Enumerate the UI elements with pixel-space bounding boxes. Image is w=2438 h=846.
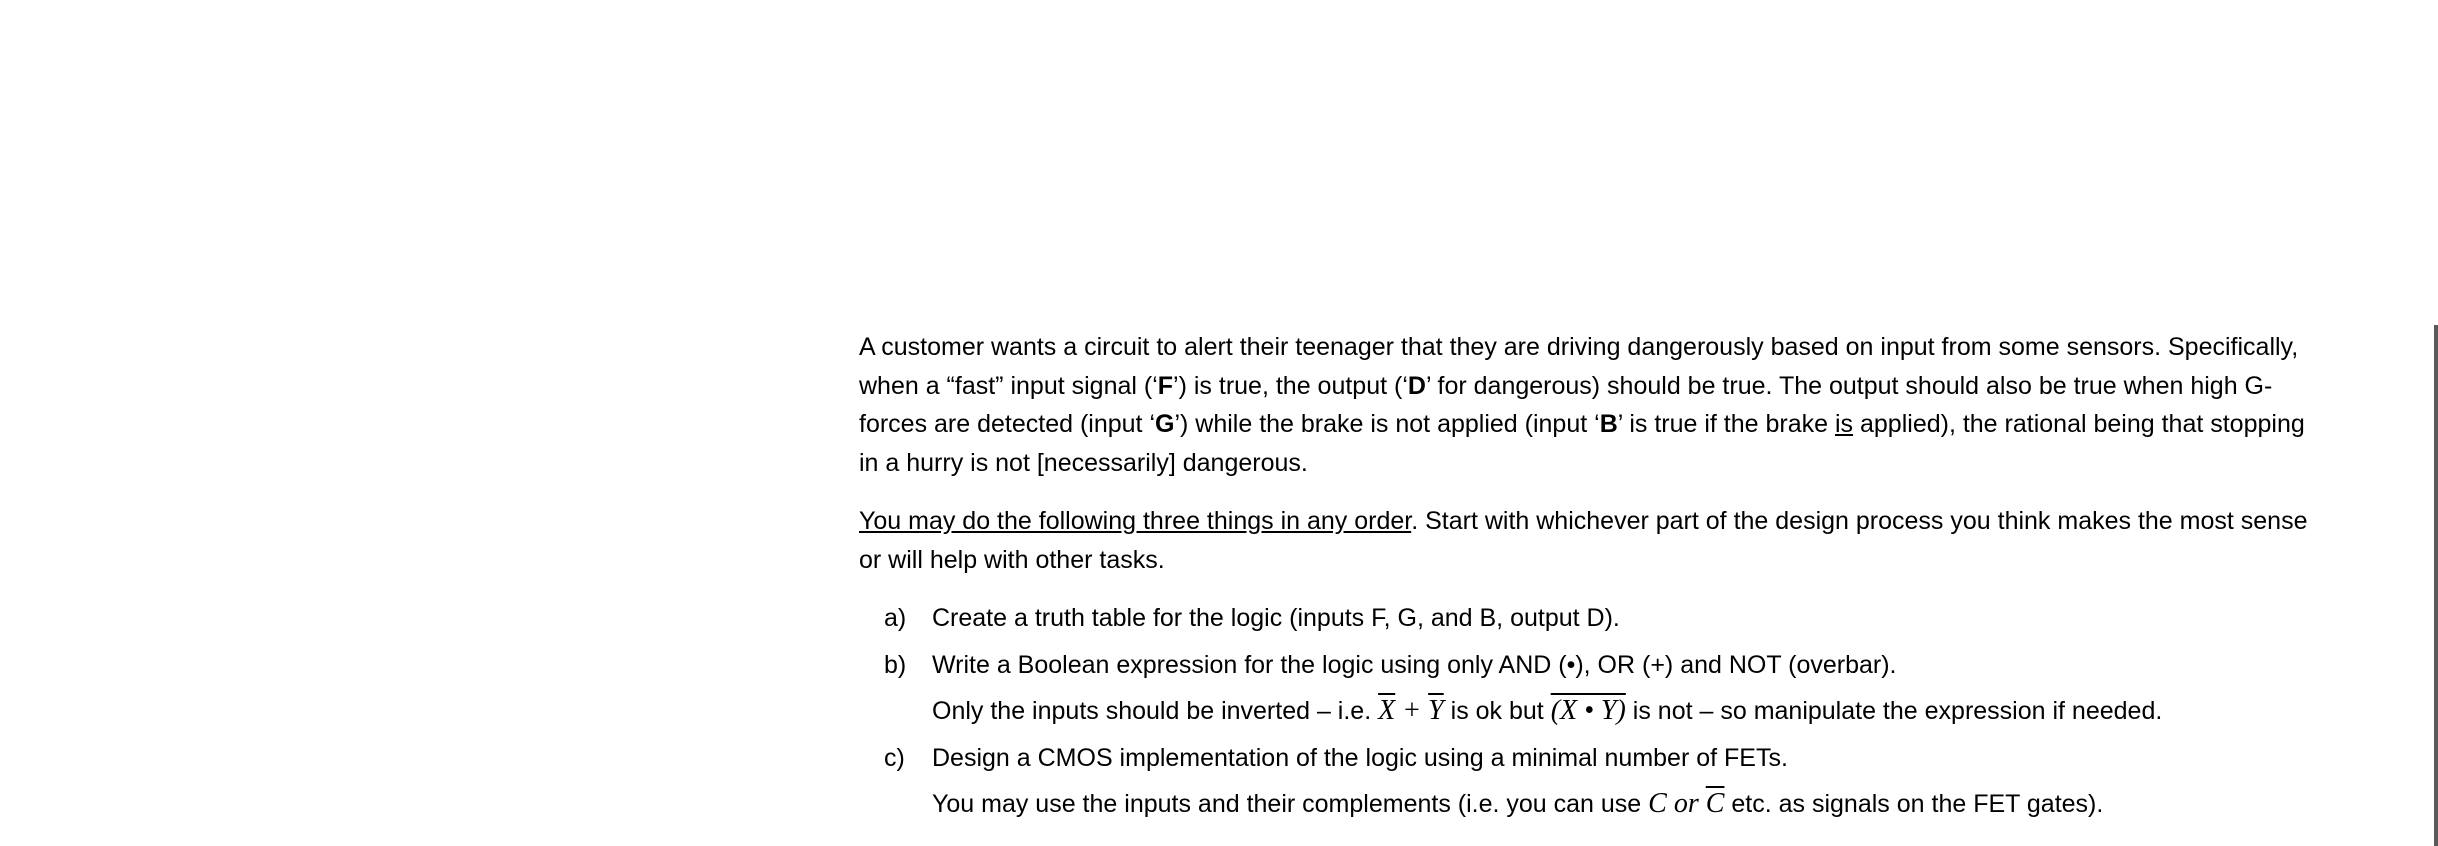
intro-text-2: ’) is true, the output (‘ <box>1173 371 1408 400</box>
task-a <box>859 599 2319 638</box>
instructions-underlined: You may do the following three things in any order <box>859 507 1412 535</box>
plus-operator: + <box>1395 695 1429 726</box>
intro-paragraph <box>859 328 2319 482</box>
task-a-marker: a) <box>884 604 907 632</box>
problem-statement <box>859 328 2319 824</box>
instructions-paragraph <box>859 502 2319 579</box>
x-bar-expression: $\overline{X}$ <box>1378 695 1396 726</box>
or-word: or <box>1666 788 1706 819</box>
xy-bar-expression: (X • Y) <box>1550 695 1626 726</box>
task-a-text: Create a truth table for the logic (inputs F, G, and B, output D). <box>932 604 1620 632</box>
intro-text-3: ’ for dangerous) should be true. The output should also be true when high G-forces are detected (input ‘ <box>859 371 2273 438</box>
c-bar-expression: $\overline{C}$ <box>1705 788 1725 819</box>
task-b-marker: b) <box>884 650 907 679</box>
task-b-note <box>932 692 2319 731</box>
task-c-note-pre: You may use the inputs and their complements (i.e. you can use <box>932 790 1649 818</box>
output-label: D <box>1407 371 1426 400</box>
instructions-rest: . Start with whichever part of the design process you think makes the most sense or will help with other tasks. <box>859 507 2308 574</box>
brake-input-label: B <box>1599 410 1618 438</box>
task-b-note-mid: is ok but <box>1443 697 1551 725</box>
task-b-text: Write a Boolean expression for the logic using only AND (•), OR (+) and NOT (overbar). <box>932 650 1897 679</box>
intro-text-5: ’ is true if the brake <box>1617 410 1835 438</box>
task-c-marker: c) <box>884 743 905 772</box>
task-b-note-pre: Only the inputs should be inverted – i.e. <box>932 697 1379 725</box>
task-list <box>859 599 2319 824</box>
intro-text-1: A customer wants a circuit to alert their teenager that they are driving dangerously based on input from some sensors. Specifically, when a “fast” input signal (‘ <box>859 333 2299 400</box>
task-c-note-post: etc. as signals on the FET gates). <box>1724 790 2104 818</box>
intro-text-6: applied), the rational being that stopping in a hurry is not [necessarily] dangerous. <box>859 410 2305 477</box>
task-b <box>859 646 2319 731</box>
c-expression: C <box>1648 788 1667 819</box>
y-bar-expression: $\overline{Y}$ <box>1428 695 1444 726</box>
is-emphasis: is <box>1834 410 1854 438</box>
gforce-input-label: G <box>1155 410 1175 438</box>
fast-input-label: F <box>1157 371 1174 400</box>
scrollbar[interactable] <box>2434 325 2438 846</box>
task-c-note <box>932 785 2319 824</box>
task-c <box>859 739 2319 824</box>
task-c-text: Design a CMOS implementation of the logic using a minimal number of FETs. <box>932 743 1788 772</box>
task-b-note-post: is not – so manipulate the expression if needed. <box>1625 697 2163 725</box>
intro-text-4: ’) while the brake is not applied (input ‘ <box>1174 410 1600 438</box>
